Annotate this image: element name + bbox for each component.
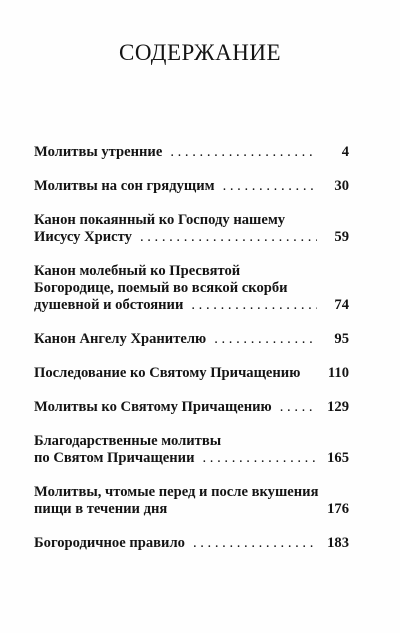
toc-entry [34,331,349,348]
leader-dots [214,331,317,348]
toc-entry-title: Молитвы на сон грядущим [34,178,215,194]
leader-dots [223,178,317,195]
toc-entry-title: Канон Ангелу Хранителю [34,331,207,347]
toc-line [34,433,349,450]
toc-line [34,399,349,416]
toc-entry-title: Канон молебный ко Пресвятой [34,263,241,279]
toc-entry-title-continued: Богородице, поемый во всякой скорби [34,280,288,296]
toc-page-number: 4 [341,144,349,160]
toc-entry [34,433,349,467]
toc-line [34,144,349,161]
toc-line [34,331,349,348]
toc-entry [34,178,349,195]
toc-page-number: 95 [334,331,349,347]
toc-page-number: 176 [327,501,349,517]
toc-entry [34,263,349,314]
toc-line [34,501,349,518]
toc-entry-title: Молитвы, чтомые перед и после вкушения [34,484,319,500]
toc-entry [34,535,349,552]
toc-line [34,365,349,382]
toc-line [34,280,349,297]
toc-line [34,212,349,229]
toc-page-number: 59 [334,229,349,245]
toc-entry-title-continued: Иисусу Христу [34,229,132,245]
toc-page-number: 165 [327,450,349,466]
toc-entry-title: Богородичное правило [34,535,185,551]
toc-page-number: 129 [327,399,349,415]
toc-page-number: 30 [334,178,349,194]
toc-entry [34,365,349,382]
toc-entry-title-continued: душевной и обстоянии [34,297,184,313]
toc-entry [34,212,349,246]
leader-dots [193,535,317,552]
toc-entry-title: Канон покаянный ко Господу нашему [34,212,286,228]
toc-entry [34,484,349,518]
table-of-contents [34,144,349,569]
leader-dots [140,229,317,246]
toc-line [34,535,349,552]
toc-line [34,484,349,501]
page-title: СОДЕРЖАНИЕ [118,40,281,65]
toc-entry-title: Последование ко Святому Причащению [34,365,301,381]
toc-page-number: 183 [327,535,349,551]
leader-dots [191,297,317,314]
toc-line [34,450,349,467]
toc-entry-title: Молитвы утренние [34,144,163,160]
toc-entry [34,399,349,416]
leader-dots [280,399,317,416]
toc-entry-title: Благодарственные молитвы [34,433,222,449]
leader-dots [203,450,318,467]
toc-entry [34,144,349,161]
toc-line [34,229,349,246]
toc-line [34,263,349,280]
toc-entry-title: Молитвы ко Святому Причащению [34,399,272,415]
toc-page-number: 74 [334,297,349,313]
toc-entry-title-continued: по Святом Причащении [34,450,195,466]
toc-line [34,178,349,195]
leader-dots [170,144,317,161]
toc-line [34,297,349,314]
toc-entry-title-continued: пищи в течении дня [34,501,168,517]
toc-page-number: 110 [327,365,349,381]
